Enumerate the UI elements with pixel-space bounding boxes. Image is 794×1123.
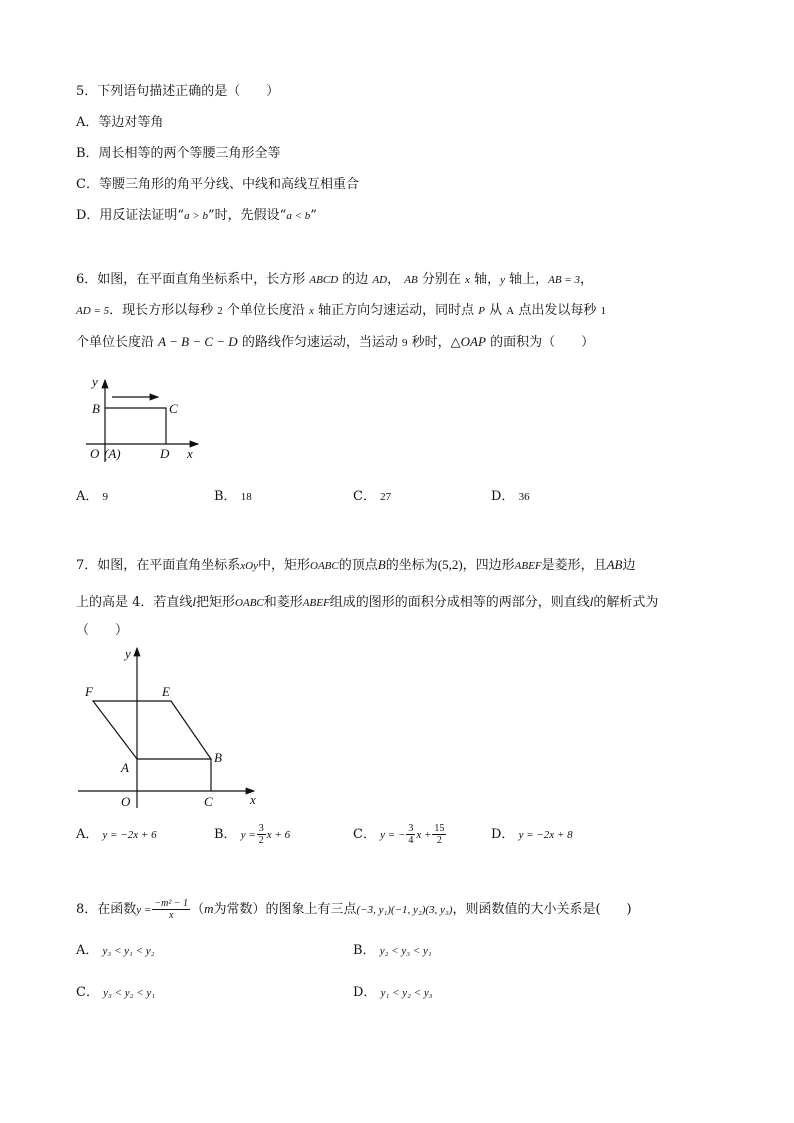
q6-label-o: O — [90, 446, 100, 461]
q8-option-a: A． y₃ < y₁ < y₂ — [76, 943, 155, 958]
q6-option-c: C． 27 — [353, 489, 392, 504]
q7-label-b: B — [214, 750, 222, 765]
q7-label-a: A — [121, 760, 129, 775]
q5-stem: 5．下列语句描述正确的是（ ） — [76, 84, 280, 99]
q6-label-c: C — [169, 401, 178, 416]
q5-option-c: C．等腰三角形的角平分线、中线和高线互相重合 — [76, 177, 359, 192]
q7-option-a: A． y = −2x + 6 — [76, 827, 157, 842]
q6-stem-line3: 个单位长度沿 A − B − C − D 的路线作匀速运动，当运动 9 秒时，△OAP 的面积为（ ） — [76, 334, 595, 350]
q7-stem-line1: 7．如图，在平面直角坐标系xOy中，矩形OABC的顶点B的坐标为(5,2)，四边形ABEF是菱形，且AB边 — [76, 557, 636, 573]
q5-option-a: A．等边对等角 — [76, 115, 164, 130]
q8-option-c: C． y₃ < y₂ < y₁ — [76, 985, 156, 1000]
q8-option-d: D． y₁ < y₂ < y₃ — [353, 985, 433, 1000]
q6-figure — [78, 372, 208, 466]
q5-option-d: D．用反证法证明“a > b”时，先假设“a < b” — [76, 208, 317, 223]
q7-stem-line2: 上的高是 4．若直线l把矩形OABC和菱形ABEF组成的图形的面积分成相等的两部分，则直线l的解析式为 — [76, 594, 659, 610]
q6-label-a: (A) — [104, 446, 121, 461]
q8-option-b: B． y₂ < y₃ < y₁ — [353, 943, 432, 958]
q7-rhombus — [93, 701, 211, 759]
q6-label-d: D — [160, 446, 170, 461]
q6-option-a: A． 9 — [76, 489, 109, 504]
q7-label-f: F — [85, 684, 93, 699]
q7-label-e: E — [162, 684, 170, 699]
q6-stem-line1: 6．如图，在平面直角坐标系中，长方形 ABCD 的边 AD， AB 分别在 x 轴，y 轴上，AB = 3， — [76, 272, 594, 287]
q6-stem-line2: AD = 5．现长方形以每秒 2 个单位长度沿 x 轴正方向匀速运动，同时点 P 从 A 点出发以每秒 1 — [76, 303, 607, 318]
q6-rectangle — [105, 408, 166, 444]
q7-figure — [74, 642, 264, 810]
q5-option-b: B．周长相等的两个等腰三角形全等 — [76, 146, 281, 161]
q7-option-d: D． y = −2x + 8 — [491, 827, 573, 842]
q6-label-y: y — [92, 374, 98, 389]
q6-label-x: x — [187, 446, 193, 461]
q6-option-b: B． 18 — [214, 489, 252, 504]
q8-stem: 8．在函数y = $\frac{\text{−m² − 1}}{x}$ （m为常数）的图象上有三点(−3, y₁)(−1, y₂)(3, y₃)，则函数值的大小关系是( ) — [76, 898, 632, 921]
q7-option-b: B． y = $\frac{3}{2}$ x + 6 — [214, 823, 291, 846]
q7-label-c: C — [204, 794, 213, 809]
q7-label-o: O — [121, 794, 131, 809]
q6-label-b: B — [92, 401, 100, 416]
q7-label-y: y — [125, 646, 131, 661]
q7-label-x: x — [250, 792, 256, 807]
q7-option-c: C． y = − $\frac{3}{4}$ x + $\frac{15}{2}$ — [353, 823, 445, 846]
q7-stem-line3: （ ） — [76, 623, 129, 638]
q6-option-d: D． 36 — [491, 489, 530, 504]
